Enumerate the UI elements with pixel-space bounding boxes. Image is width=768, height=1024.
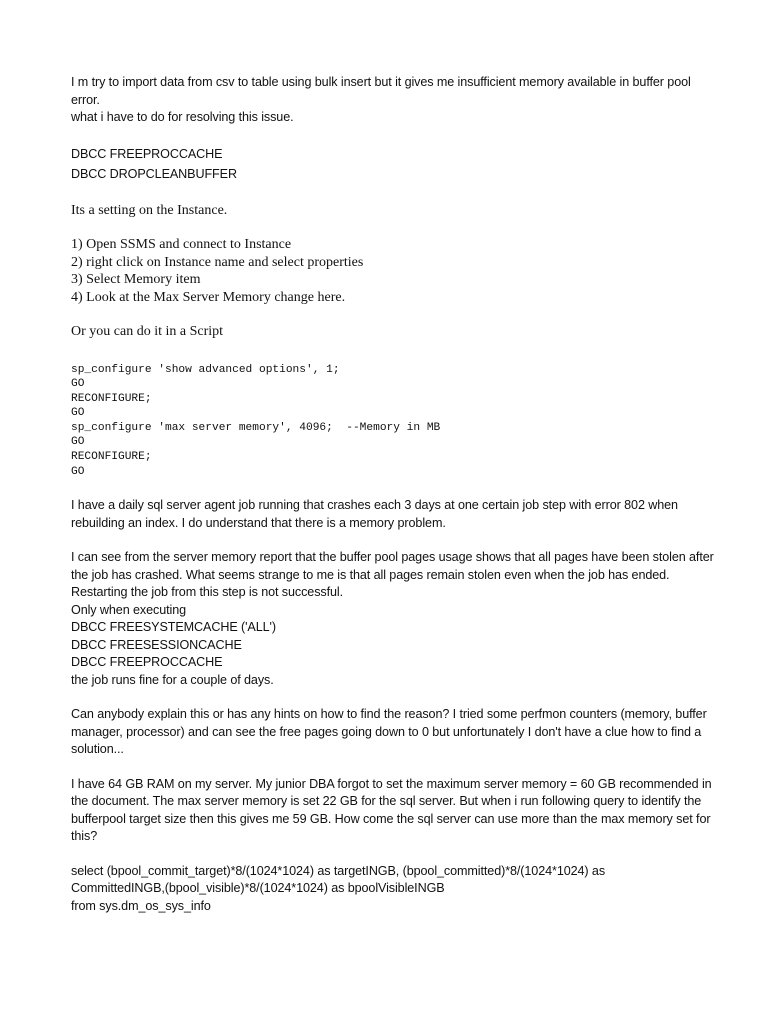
text-line: Restarting the job from this step is not successful. bbox=[71, 585, 343, 600]
query-line: from sys.dm_os_sys_info bbox=[71, 898, 211, 913]
question-followup: what i have to do for resolving this issue. bbox=[71, 110, 294, 124]
answer-instance-setting bbox=[71, 202, 721, 341]
question-max-memory bbox=[71, 776, 721, 916]
script-line: RECONFIGURE; bbox=[71, 392, 152, 405]
script-line: GO bbox=[71, 465, 85, 478]
script-line: sp_configure 'max server memory', 4096; --Memory in MB bbox=[71, 421, 441, 434]
dbcc-command: DBCC DROPCLEANBUFFER bbox=[71, 166, 237, 181]
paragraph: Can anybody explain this or has any hints on how to find the reason? I tried some perfmon counters (memory, buffer manager, processor) and can see the free pages going down to 0 but unfortunately I don't have a clue how to find a solution... bbox=[71, 707, 707, 757]
document-page bbox=[71, 74, 721, 915]
config-script bbox=[71, 363, 721, 480]
dbcc-command: DBCC FREEPROCCACHE bbox=[71, 655, 223, 670]
dbcc-command: DBCC FREESYSTEMCACHE ('ALL') bbox=[71, 620, 276, 635]
text-line: Only when executing bbox=[71, 602, 187, 617]
dbcc-command: DBCC FREESESSIONCACHE bbox=[71, 637, 242, 652]
question-error-802 bbox=[71, 497, 721, 759]
paragraph: I have a daily sql server agent job running that crashes each 3 days at one certain job step with error 802 when rebuilding an index. I do understand that there is a memory problem. bbox=[71, 498, 678, 530]
script-line: GO bbox=[71, 407, 85, 420]
script-line: RECONFIGURE; bbox=[71, 451, 152, 464]
step-item: 1) Open SSMS and connect to Instance bbox=[71, 237, 292, 252]
script-intro: Or you can do it in a Script bbox=[71, 324, 224, 339]
question-bulk-insert bbox=[71, 74, 721, 127]
script-line: GO bbox=[71, 378, 85, 391]
step-item: 2) right click on Instance name and select properties bbox=[71, 254, 364, 270]
query-line: select (bpool_commit_target)*8/(1024*1024) as targetINGB, (bpool_committed)*8/(1024*1024) as bbox=[71, 863, 606, 878]
step-item: 4) Look at the Max Server Memory change here. bbox=[71, 289, 346, 305]
dbcc-command: DBCC FREEPROCCACHE bbox=[71, 146, 223, 161]
query-line: CommittedINGB,(bpool_visible)*8/(1024*1024) as bpoolVisibleINGB bbox=[71, 881, 445, 896]
paragraph: I can see from the server memory report that the buffer pool pages usage shows that all pages have been stolen after the job has crashed. What seems strange to me is that all pages remain stolen even when the job has ended. bbox=[71, 550, 714, 582]
script-line: sp_configure 'show advanced options', 1; bbox=[71, 363, 340, 376]
step-item: 3) Select Memory item bbox=[71, 272, 201, 287]
text-line: the job runs fine for a couple of days. bbox=[71, 672, 274, 687]
answer-dbcc-commands bbox=[71, 144, 721, 184]
question-text: I m try to import data from csv to table using bulk insert but it gives me insufficient memory available in buffer pool error. bbox=[71, 75, 691, 107]
answer-intro: Its a setting on the Instance. bbox=[71, 202, 228, 218]
paragraph: I have 64 GB RAM on my server. My junior DBA forgot to set the maximum server memory = 60 GB recommended in the document. The max server memory is set 22 GB for the sql server. But when i run following query to identify the bufferpool target size then this gives me 59 GB. How come the sql server can use more than the max memory set for this? bbox=[71, 776, 712, 844]
script-line: GO bbox=[71, 436, 85, 449]
